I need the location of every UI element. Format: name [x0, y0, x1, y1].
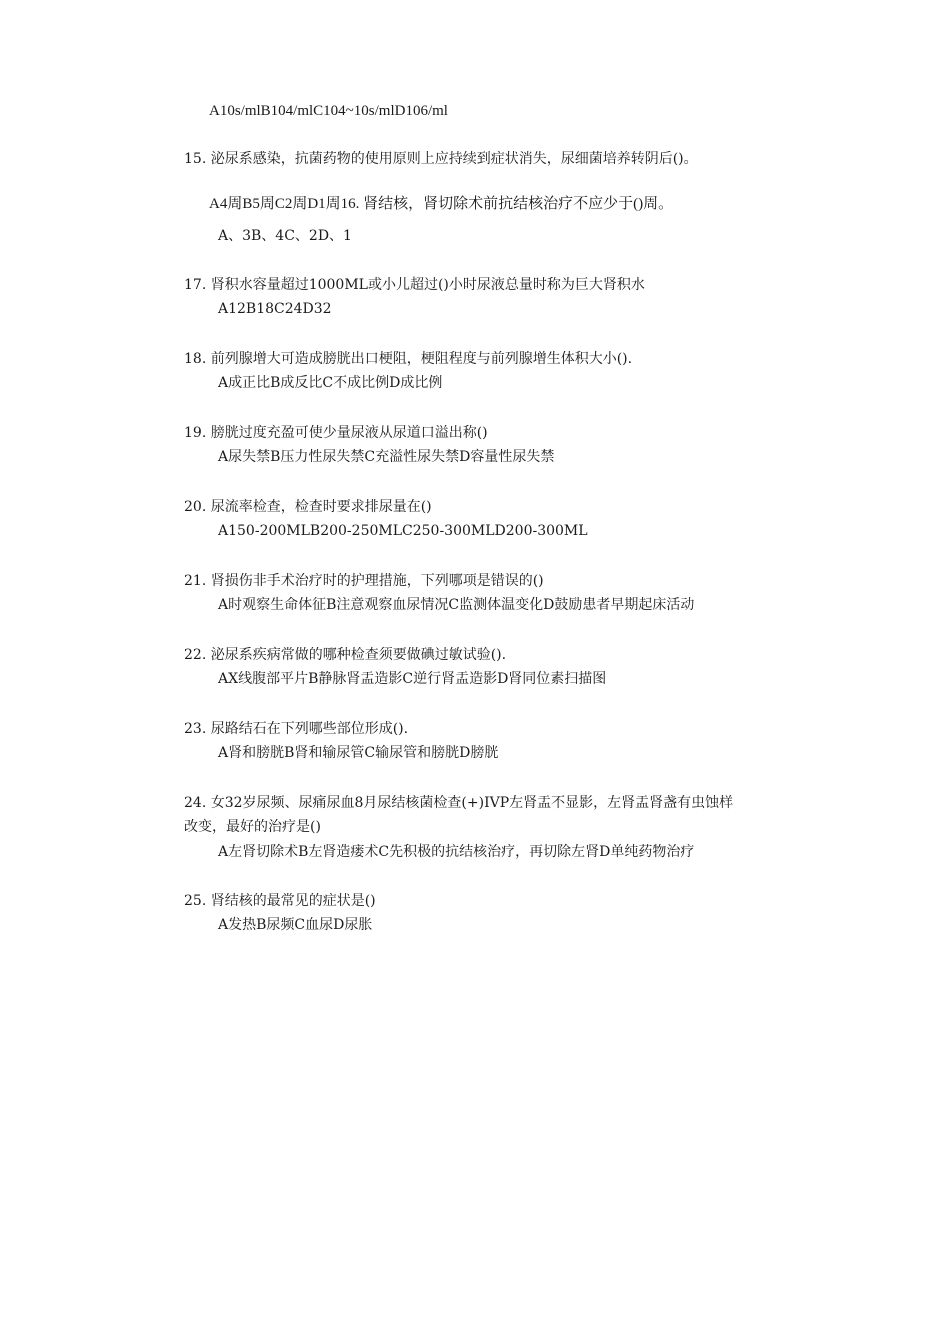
question-24-options: A左肾切除术B左肾造瘘术C先积极的抗结核治疗，再切除左肾D单纯药物治疗	[218, 844, 695, 860]
question-14-options: A10s/mlB104/mlC104~10s/mlD106/ml	[209, 103, 448, 119]
question-20-options: A150-200MLB200-250MLC250-300MLD200-300ML	[218, 523, 588, 539]
question-21-options: A时观察生命体征B注意观察血尿情况C监测体温变化D鼓励患者早期起床活动	[218, 597, 695, 613]
question-15-options-question-16: A4周B5周C2周D1周16. 肾结核，肾切除术前抗结核治疗不应少于()周。	[209, 196, 674, 212]
question-23: 23. 尿路结石在下列哪些部位形成().	[184, 721, 409, 737]
question-15: 15. 泌尿系感染，抗菌药物的使用原则上应持续到症状消失，尿细菌培养转阴后()。	[184, 151, 698, 167]
question-25: 25. 肾结核的最常见的症状是()	[184, 893, 376, 909]
question-24: 24. 女32岁尿频、尿痛尿血8月尿结核菌检查(+)IVP左肾盂不显影，左肾盂肾盏有虫蚀样	[184, 795, 734, 811]
question-18-options: A成正比B成反比C不成比例D成比例	[218, 375, 443, 391]
question-22: 22. 泌尿系疾病常做的哪种检查须要做碘过敏试验().	[184, 647, 507, 663]
question-18: 18. 前列腺增大可造成膀胱出口梗阻，梗阻程度与前列腺增生体积大小().	[184, 351, 633, 367]
question-23-options: A肾和膀胱B肾和输尿管C输尿管和膀胱D膀胱	[218, 745, 499, 761]
question-19-options: A尿失禁B压力性尿失禁C充溢性尿失禁D容量性尿失禁	[218, 449, 555, 465]
question-20: 20. 尿流率检查，检查时要求排尿量在()	[184, 499, 432, 515]
question-17-options: A12B18C24D32	[218, 301, 332, 317]
question-25-options: A发热B尿频C血尿D尿胀	[218, 917, 373, 933]
question-22-options: AX线腹部平片B静脉肾盂造影C逆行肾盂造影D肾同位素扫描图	[218, 671, 607, 687]
question-24-continued: 改变，最好的治疗是()	[184, 819, 321, 835]
question-17: 17. 肾积水容量超过1000ML或小儿超过()小时尿液总量时称为巨大肾积水	[184, 277, 645, 293]
question-21: 21. 肾损伤非手术治疗时的护理措施，下列哪项是错误的()	[184, 573, 544, 589]
question-16-options: A、3B、4C、2D、1	[218, 228, 352, 244]
question-19: 19. 膀胱过度充盈可使少量尿液从尿道口溢出称()	[184, 425, 488, 441]
